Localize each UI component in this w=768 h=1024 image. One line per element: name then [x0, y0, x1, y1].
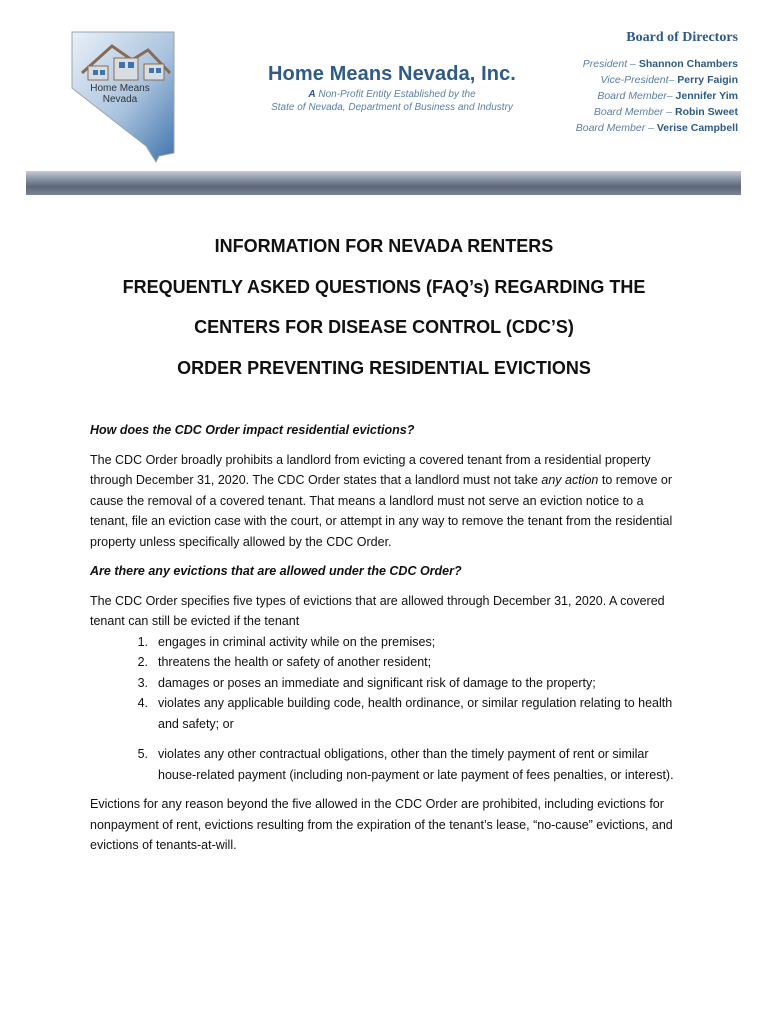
board-person: Robin Sweet [674, 106, 738, 118]
board-role: Vice-President– [600, 74, 678, 86]
board-member [498, 56, 738, 72]
document-title [0, 226, 768, 388]
list-number: 5. [137, 747, 148, 761]
logo-text-line1: Home Means [90, 83, 150, 94]
faq-answer-1 [90, 450, 680, 553]
org-sub-line2: State of Nevada, Department of Business and Industry [271, 102, 513, 113]
list-text: damages or poses an immediate and significant risk of damage to the property; [158, 675, 596, 690]
board-person: Perry Faigin [677, 74, 738, 86]
answer-1-part-a: The CDC Order broadly prohibits a landlord from evicting a covered tenant from a residential property through December 31, 2020. The CDC Order states that a landlord must not take [90, 452, 651, 487]
faq-closing-paragraph: Evictions for any reason beyond the five allowed in the CDC Order are prohibited, including evictions for nonpayment of rent, evictions resulting from the expiration of the tenant’s lease, “no-cause” evictions, and evictions of tenants-at-will. [90, 797, 673, 852]
logo [64, 28, 194, 163]
document-body [90, 420, 680, 865]
list-item [90, 673, 680, 694]
title-line-4: ORDER PREVENTING RESIDENTIAL EVICTIONS [177, 357, 591, 378]
board-person: Verise Campbell [656, 122, 738, 134]
org-name: Home Means Nevada, Inc. [268, 63, 516, 85]
faq-question-1: How does the CDC Order impact residential evictions? [90, 423, 415, 437]
org-sub-a: A [308, 89, 316, 100]
title-line-1: INFORMATION FOR NEVADA RENTERS [214, 236, 554, 256]
list-item [90, 632, 680, 653]
board-role: Board Member– [597, 90, 676, 102]
answer-1-emphasis: any action [541, 473, 599, 487]
faq-question-2: Are there any evictions that are allowed under the CDC Order? [90, 564, 462, 578]
board-role: President – [582, 58, 639, 70]
title-line-2: FREQUENTLY ASKED QUESTIONS (FAQ’s) REGARDING THE [122, 276, 646, 297]
board-of-directors [498, 30, 738, 136]
faq-answer-2-intro: The CDC Order specifies five types of evictions that are allowed through December 31, 2020. A covered tenant can still be evicted if the tenant [90, 593, 665, 628]
board-title: Board of Directors [626, 30, 738, 45]
list-number: 1. [137, 634, 148, 649]
board-person: Shannon Chambers [638, 58, 738, 70]
board-member [498, 104, 738, 120]
board-member [498, 72, 738, 88]
board-person: Jennifer Yim [675, 90, 738, 102]
list-number: 4. [137, 696, 148, 710]
board-member [498, 120, 738, 136]
list-text: violates any other contractual obligations, other than the timely payment of rent or similar house-related payment (including non-payment or late payment of fees penalties, or interest). [158, 747, 674, 782]
header-divider-banner [26, 171, 741, 195]
list-item [90, 693, 680, 734]
list-text: violates any applicable building code, health ordinance, or similar regulation relating to health and safety; or [158, 696, 673, 731]
list-text: threatens the health or safety of another resident; [158, 655, 432, 669]
list-number: 2. [137, 655, 148, 669]
org-sub-line1: Non-Profit Entity Established by the [318, 89, 476, 100]
board-role: Board Member – [593, 106, 675, 118]
allowed-evictions-list [90, 632, 680, 786]
title-line-3: CENTERS FOR DISEASE CONTROL (CDC’S) [194, 317, 574, 337]
list-item [90, 652, 680, 673]
list-item [90, 744, 680, 785]
answer-1-part-b: to remove or cause the removal of a covered tenant. That means a landlord must not serve an eviction notice to a tenant, file an eviction case with the court, or attempt in any way to remove the tenant from the residential property unless specifically allowed by the CDC Order. [90, 473, 673, 549]
list-text: engages in criminal activity while on the premises; [158, 634, 436, 649]
nevada-state-logo-icon [64, 28, 194, 163]
list-number: 3. [137, 675, 148, 690]
board-role: Board Member – [575, 122, 657, 134]
board-member [498, 88, 738, 104]
logo-text-line2: Nevada [102, 94, 138, 105]
